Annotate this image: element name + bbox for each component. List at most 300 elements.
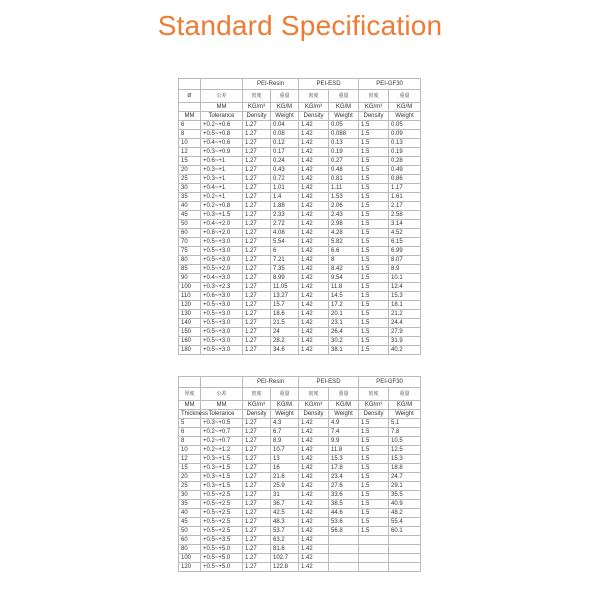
esd-density-cell: 1.42 (299, 554, 329, 563)
table-row (179, 247, 421, 256)
esd-weight-cell: 2.98 (329, 220, 359, 229)
thickness-cell: 12 (179, 455, 201, 464)
diameter-cell: 8 (179, 130, 201, 139)
gf30-weight-cell: 8.07 (389, 256, 421, 265)
diameter-symbol: Ø (179, 90, 201, 103)
resin-weight-cell: 34.6 (271, 346, 299, 355)
esd-weight-cell (329, 554, 359, 563)
resin-density-cell: 1.27 (243, 527, 271, 536)
table-row (179, 464, 421, 473)
thickness-cell: 80 (179, 545, 201, 554)
weight-cn: 重量 (271, 388, 299, 401)
esd-weight-cell: 33.6 (329, 491, 359, 500)
gf30-weight-cell: 0.49 (389, 166, 421, 175)
esd-density-cell: 1.42 (299, 301, 329, 310)
esd-density-cell: 1.42 (299, 256, 329, 265)
resin-weight-cell: 102.7 (271, 554, 299, 563)
table-row (179, 545, 421, 554)
esd-weight-cell: 9.54 (329, 274, 359, 283)
resin-weight-cell: 0.12 (271, 139, 299, 148)
resin-weight-cell: 11.05 (271, 283, 299, 292)
table-row (179, 175, 421, 184)
thickness-cell: 15 (179, 464, 201, 473)
blank-cell (201, 377, 243, 388)
resin-weight-cell: 5.54 (271, 238, 299, 247)
gf30-weight-cell: 0.28 (389, 157, 421, 166)
resin-density-cell: 1.27 (243, 211, 271, 220)
gf30-weight-cell: 35.5 (389, 491, 421, 500)
gf30-weight-cell: 10.5 (389, 437, 421, 446)
tolerance-cell: +0.5~+5.0 (201, 554, 243, 563)
esd-weight-cell: 2.43 (329, 211, 359, 220)
resin-weight-cell: 25.9 (271, 482, 299, 491)
resin-weight-cell: 24 (271, 328, 299, 337)
gf30-weight-cell: 0.13 (389, 139, 421, 148)
table-row (179, 473, 421, 482)
table-row (179, 220, 421, 229)
esd-weight-cell: 0.05 (329, 121, 359, 130)
blank-cell (179, 79, 201, 90)
resin-density-cell: 1.27 (243, 419, 271, 428)
gf30-weight-cell: 12.5 (389, 446, 421, 455)
weight-unit: KG/M (389, 401, 421, 410)
table-row (179, 256, 421, 265)
diameter-cell: 30 (179, 184, 201, 193)
resin-weight-cell: 2.72 (271, 220, 299, 229)
esd-weight-cell: 1.11 (329, 184, 359, 193)
resin-weight-cell: 0.24 (271, 157, 299, 166)
esd-weight-cell: 1.53 (329, 193, 359, 202)
tolerance-cell: +0.5~+3.0 (201, 256, 243, 265)
density-unit: KG/m³ (359, 401, 389, 410)
gf30-weight-cell: 3.14 (389, 220, 421, 229)
weight-unit: KG/M (329, 401, 359, 410)
diameter-cell: 15 (179, 157, 201, 166)
resin-density-cell: 1.27 (243, 437, 271, 446)
esd-density-cell: 1.42 (299, 220, 329, 229)
table-row (179, 301, 421, 310)
resin-weight-cell: 7.35 (271, 265, 299, 274)
esd-weight-cell: 15.3 (329, 455, 359, 464)
table-row (179, 437, 421, 446)
esd-weight-cell: 4.28 (329, 229, 359, 238)
weight-label: Weight (271, 410, 299, 419)
gf30-density-cell: 1.5 (359, 184, 389, 193)
diameter-cell: 12 (179, 148, 201, 157)
diameter-cell: 75 (179, 247, 201, 256)
tolerance-cell: +0.5~+3.0 (201, 301, 243, 310)
gf30-density-cell: 1.5 (359, 220, 389, 229)
tolerance-cell: +0.5~+3.0 (201, 337, 243, 346)
weight-cn: 重量 (271, 90, 299, 103)
tolerance-cell: +0.6~+3.0 (201, 292, 243, 301)
diameter-cell: 60 (179, 229, 201, 238)
esd-weight-cell: 6.6 (329, 247, 359, 256)
gf30-weight-cell (389, 563, 421, 572)
diameter-cell: 35 (179, 193, 201, 202)
gf30-weight-cell: 55.4 (389, 518, 421, 527)
resin-weight-cell: 15.7 (271, 301, 299, 310)
resin-weight-cell: 36.7 (271, 500, 299, 509)
esd-weight-cell: 2.06 (329, 202, 359, 211)
resin-density-cell: 1.27 (243, 130, 271, 139)
tolerance-cell: +0.3~+1.5 (201, 482, 243, 491)
gf30-weight-cell: 27.9 (389, 328, 421, 337)
table-row (179, 229, 421, 238)
gf30-density-cell: 1.5 (359, 211, 389, 220)
thickness-cell: 5 (179, 419, 201, 428)
esd-weight-cell: 0.13 (329, 139, 359, 148)
gf30-density-cell: 1.5 (359, 148, 389, 157)
resin-density-cell: 1.27 (243, 473, 271, 482)
thickness-cell: 8 (179, 437, 201, 446)
resin-density-cell: 1.27 (243, 256, 271, 265)
gf30-weight-cell: 8.9 (389, 265, 421, 274)
gf30-density-cell: 1.5 (359, 428, 389, 437)
esd-weight-cell: 38.1 (329, 346, 359, 355)
tolerance-cell: +0.5~+3.0 (201, 328, 243, 337)
resin-density-cell: 1.27 (243, 121, 271, 130)
tolerance-unit: MM (201, 401, 243, 410)
table-row (179, 346, 421, 355)
esd-density-cell: 1.42 (299, 247, 329, 256)
group-pei-resin: PEI-Resin (243, 377, 299, 388)
weight-cn: 重量 (329, 388, 359, 401)
resin-weight-cell: 0.08 (271, 130, 299, 139)
esd-weight-cell: 11.8 (329, 446, 359, 455)
weight-unit: KG/M (271, 103, 299, 112)
diameter-cell: 70 (179, 238, 201, 247)
gf30-density-cell: 1.5 (359, 509, 389, 518)
table-row (179, 419, 421, 428)
esd-density-cell: 1.42 (299, 157, 329, 166)
tolerance-cell: +0.3~+1.5 (201, 473, 243, 482)
esd-density-cell: 1.42 (299, 211, 329, 220)
blank-cell (179, 377, 201, 388)
gf30-density-cell: 1.5 (359, 446, 389, 455)
gf30-density-cell: 1.5 (359, 346, 389, 355)
gf30-density-cell: 1.5 (359, 328, 389, 337)
gf30-density-cell: 1.5 (359, 247, 389, 256)
gf30-density-cell (359, 554, 389, 563)
tolerance-cell: +0.4~+0.6 (201, 139, 243, 148)
gf30-density-cell: 1.5 (359, 527, 389, 536)
esd-density-cell: 1.42 (299, 202, 329, 211)
weight-unit: KG/M (389, 103, 421, 112)
tolerance-cell: +0.3~+0.9 (201, 148, 243, 157)
gf30-density-cell: 1.5 (359, 229, 389, 238)
gf30-weight-cell: 6.99 (389, 247, 421, 256)
tolerance-cell: +0.8~+2.0 (201, 229, 243, 238)
gf30-weight-cell: 7.8 (389, 428, 421, 437)
gf30-weight-cell: 5.1 (389, 419, 421, 428)
esd-density-cell: 1.42 (299, 274, 329, 283)
gf30-weight-cell: 0.09 (389, 130, 421, 139)
weight-label: Weight (329, 112, 359, 121)
tolerance-cell: +0.5~+3.0 (201, 346, 243, 355)
esd-weight-cell: 7.4 (329, 428, 359, 437)
tolerance-cell: +0.5~+2.5 (201, 491, 243, 500)
gf30-density-cell: 1.5 (359, 319, 389, 328)
gf30-density-cell: 1.5 (359, 301, 389, 310)
tolerance-cn: 公差 (201, 388, 243, 401)
table-row (179, 166, 421, 175)
gf30-density-cell: 1.5 (359, 437, 389, 446)
gf30-density-cell: 1.5 (359, 130, 389, 139)
table-row (179, 148, 421, 157)
resin-density-cell: 1.27 (243, 166, 271, 175)
resin-density-cell: 1.27 (243, 265, 271, 274)
resin-weight-cell: 0.04 (271, 121, 299, 130)
gf30-weight-cell: 10.1 (389, 274, 421, 283)
gf30-density-cell: 1.5 (359, 500, 389, 509)
resin-density-cell: 1.27 (243, 139, 271, 148)
diameter-cell: 20 (179, 166, 201, 175)
esd-weight-cell: 0.088 (329, 130, 359, 139)
density-unit: KG/m³ (359, 103, 389, 112)
gf30-density-cell: 1.5 (359, 464, 389, 473)
diameter-cell: 40 (179, 202, 201, 211)
gf30-weight-cell (389, 545, 421, 554)
density-unit: KG/m³ (243, 103, 271, 112)
table-row (179, 193, 421, 202)
resin-weight-cell: 4.3 (271, 419, 299, 428)
esd-weight-cell: 53.6 (329, 518, 359, 527)
gf30-weight-cell: 24.4 (389, 319, 421, 328)
tolerance-cell: +0.3~+1.5 (201, 211, 243, 220)
density-unit: KG/m³ (299, 401, 329, 410)
thickness-cell: 120 (179, 563, 201, 572)
gf30-density-cell: 1.5 (359, 473, 389, 482)
gf30-density-cell: 1.5 (359, 419, 389, 428)
gf30-density-cell: 1.5 (359, 256, 389, 265)
table-row (179, 157, 421, 166)
tolerance-label: Tolerance (201, 410, 243, 419)
density-label: Density (243, 410, 271, 419)
esd-weight-cell: 0.27 (329, 157, 359, 166)
gf30-density-cell: 1.5 (359, 265, 389, 274)
resin-weight-cell: 13.27 (271, 292, 299, 301)
esd-density-cell: 1.42 (299, 121, 329, 130)
gf30-density-cell (359, 545, 389, 554)
blank-cell (179, 103, 201, 112)
table-row (179, 518, 421, 527)
thickness-cell: 20 (179, 473, 201, 482)
gf30-weight-cell: 2.58 (389, 211, 421, 220)
gf30-weight-cell: 12.4 (389, 283, 421, 292)
group-pei-resin: PEI-Resin (243, 79, 299, 90)
group-header-row (179, 79, 421, 90)
esd-density-cell: 1.42 (299, 437, 329, 446)
sheet-spec-table (178, 376, 421, 572)
group-pei-gf30: PEI-GF30 (359, 79, 421, 90)
thickness-label: Thickness (179, 410, 201, 419)
gf30-density-cell: 1.5 (359, 139, 389, 148)
esd-weight-cell: 23.4 (329, 473, 359, 482)
resin-weight-cell: 8.99 (271, 274, 299, 283)
resin-density-cell: 1.27 (243, 283, 271, 292)
gf30-density-cell: 1.5 (359, 175, 389, 184)
gf30-weight-cell: 60.1 (389, 527, 421, 536)
resin-density-cell: 1.27 (243, 337, 271, 346)
table-row (179, 455, 421, 464)
thickness-unit: MM (179, 401, 201, 410)
page-title: Standard Specification (157, 10, 443, 41)
table-row (179, 130, 421, 139)
diameter-cell: 85 (179, 265, 201, 274)
gf30-density-cell: 1.5 (359, 166, 389, 175)
density-cn: 密度 (359, 388, 389, 401)
weight-label: Weight (389, 410, 421, 419)
density-label: Density (359, 410, 389, 419)
tolerance-cell: +0.3~+1 (201, 166, 243, 175)
gf30-density-cell: 1.5 (359, 337, 389, 346)
resin-density-cell: 1.27 (243, 328, 271, 337)
thickness-cell: 60 (179, 536, 201, 545)
density-label: Density (299, 112, 329, 121)
density-label: Density (299, 410, 329, 419)
density-cn: 密度 (243, 388, 271, 401)
esd-density-cell: 1.42 (299, 166, 329, 175)
resin-weight-cell: 42.5 (271, 509, 299, 518)
esd-density-cell: 1.42 (299, 337, 329, 346)
resin-weight-cell: 1.88 (271, 202, 299, 211)
resin-density-cell: 1.27 (243, 491, 271, 500)
esd-weight-cell: 27.6 (329, 482, 359, 491)
esd-density-cell: 1.42 (299, 419, 329, 428)
esd-weight-cell: 20.1 (329, 310, 359, 319)
esd-density-cell: 1.42 (299, 148, 329, 157)
resin-density-cell: 1.27 (243, 428, 271, 437)
thickness-cell: 6 (179, 428, 201, 437)
resin-density-cell: 1.27 (243, 301, 271, 310)
group-header-row (179, 377, 421, 388)
table-row (179, 211, 421, 220)
gf30-density-cell: 1.5 (359, 491, 389, 500)
tolerance-cell: +0.5~+0.8 (201, 130, 243, 139)
gf30-weight-cell: 29.1 (389, 482, 421, 491)
esd-density-cell: 1.42 (299, 464, 329, 473)
diameter-cell: 10 (179, 139, 201, 148)
resin-weight-cell: 1.4 (271, 193, 299, 202)
thickness-cell: 50 (179, 527, 201, 536)
resin-weight-cell: 6.7 (271, 428, 299, 437)
esd-density-cell: 1.42 (299, 238, 329, 247)
esd-density-cell: 1.42 (299, 346, 329, 355)
gf30-weight-cell (389, 536, 421, 545)
esd-density-cell: 1.42 (299, 518, 329, 527)
gf30-density-cell (359, 563, 389, 572)
column-header-row-cn (179, 388, 421, 401)
tolerance-unit: MM (201, 103, 243, 112)
density-cn: 密度 (243, 90, 271, 103)
gf30-weight-cell: 40.2 (389, 346, 421, 355)
thickness-cell: 35 (179, 500, 201, 509)
diameter-cell: 120 (179, 301, 201, 310)
density-unit: KG/m³ (243, 401, 271, 410)
esd-weight-cell: 0.19 (329, 148, 359, 157)
gf30-density-cell: 1.5 (359, 518, 389, 527)
esd-weight-cell: 0.48 (329, 166, 359, 175)
esd-weight-cell (329, 536, 359, 545)
density-label: Density (243, 112, 271, 121)
esd-weight-cell: 9.9 (329, 437, 359, 446)
gf30-weight-cell: 48.2 (389, 509, 421, 518)
resin-density-cell: 1.27 (243, 509, 271, 518)
esd-density-cell: 1.42 (299, 265, 329, 274)
esd-density-cell: 1.42 (299, 455, 329, 464)
esd-weight-cell: 5.82 (329, 238, 359, 247)
tolerance-cell: +0.2~+0.8 (201, 202, 243, 211)
table-row (179, 428, 421, 437)
gf30-density-cell: 1.5 (359, 310, 389, 319)
gf30-weight-cell: 15.3 (389, 292, 421, 301)
esd-density-cell: 1.42 (299, 500, 329, 509)
gf30-weight-cell: 18.1 (389, 301, 421, 310)
gf30-weight-cell: 0.86 (389, 175, 421, 184)
table-row (179, 554, 421, 563)
diameter-cell: 160 (179, 337, 201, 346)
tolerance-cell: +0.5~+2.5 (201, 518, 243, 527)
tolerance-cell: +0.3~+0.5 (201, 419, 243, 428)
tolerance-cell: +0.4~+2.0 (201, 220, 243, 229)
diameter-cell: 6 (179, 121, 201, 130)
tolerance-cell: +0.5~+2.5 (201, 500, 243, 509)
tolerance-label: Tolerance (201, 112, 243, 121)
esd-density-cell: 1.42 (299, 130, 329, 139)
tolerance-cell: +0.2~+0.6 (201, 121, 243, 130)
weight-cn: 重量 (389, 90, 421, 103)
table-row (179, 337, 421, 346)
esd-weight-cell: 30.2 (329, 337, 359, 346)
resin-density-cell: 1.27 (243, 229, 271, 238)
esd-weight-cell: 38.5 (329, 500, 359, 509)
resin-density-cell: 1.27 (243, 148, 271, 157)
gf30-density-cell: 1.5 (359, 121, 389, 130)
diameter-cell: 150 (179, 328, 201, 337)
gf30-weight-cell: 21.2 (389, 310, 421, 319)
tolerance-cell: +0.5~+3.0 (201, 319, 243, 328)
esd-density-cell: 1.42 (299, 328, 329, 337)
diameter-cell: 45 (179, 211, 201, 220)
resin-density-cell: 1.27 (243, 455, 271, 464)
resin-density-cell: 1.27 (243, 319, 271, 328)
resin-density-cell: 1.27 (243, 175, 271, 184)
density-cn: 密度 (299, 388, 329, 401)
diameter-cell: 50 (179, 220, 201, 229)
table-row (179, 139, 421, 148)
group-pei-gf30: PEI-GF30 (359, 377, 421, 388)
group-pei-esd: PEI-ESD (299, 79, 359, 90)
table-row (179, 238, 421, 247)
diameter-cell: 110 (179, 292, 201, 301)
resin-density-cell: 1.27 (243, 500, 271, 509)
tolerance-cn: 公差 (201, 90, 243, 103)
table-row (179, 500, 421, 509)
resin-weight-cell: 48.3 (271, 518, 299, 527)
tolerance-cell: +0.5~+2.0 (201, 265, 243, 274)
resin-density-cell: 1.27 (243, 310, 271, 319)
table-row (179, 184, 421, 193)
esd-weight-cell (329, 545, 359, 554)
tolerance-cell: +0.6~+1 (201, 157, 243, 166)
resin-weight-cell: 21.6 (271, 473, 299, 482)
resin-density-cell: 1.27 (243, 446, 271, 455)
esd-weight-cell: 14.5 (329, 292, 359, 301)
resin-density-cell: 1.27 (243, 554, 271, 563)
esd-density-cell: 1.42 (299, 319, 329, 328)
column-header-row-cn (179, 90, 421, 103)
